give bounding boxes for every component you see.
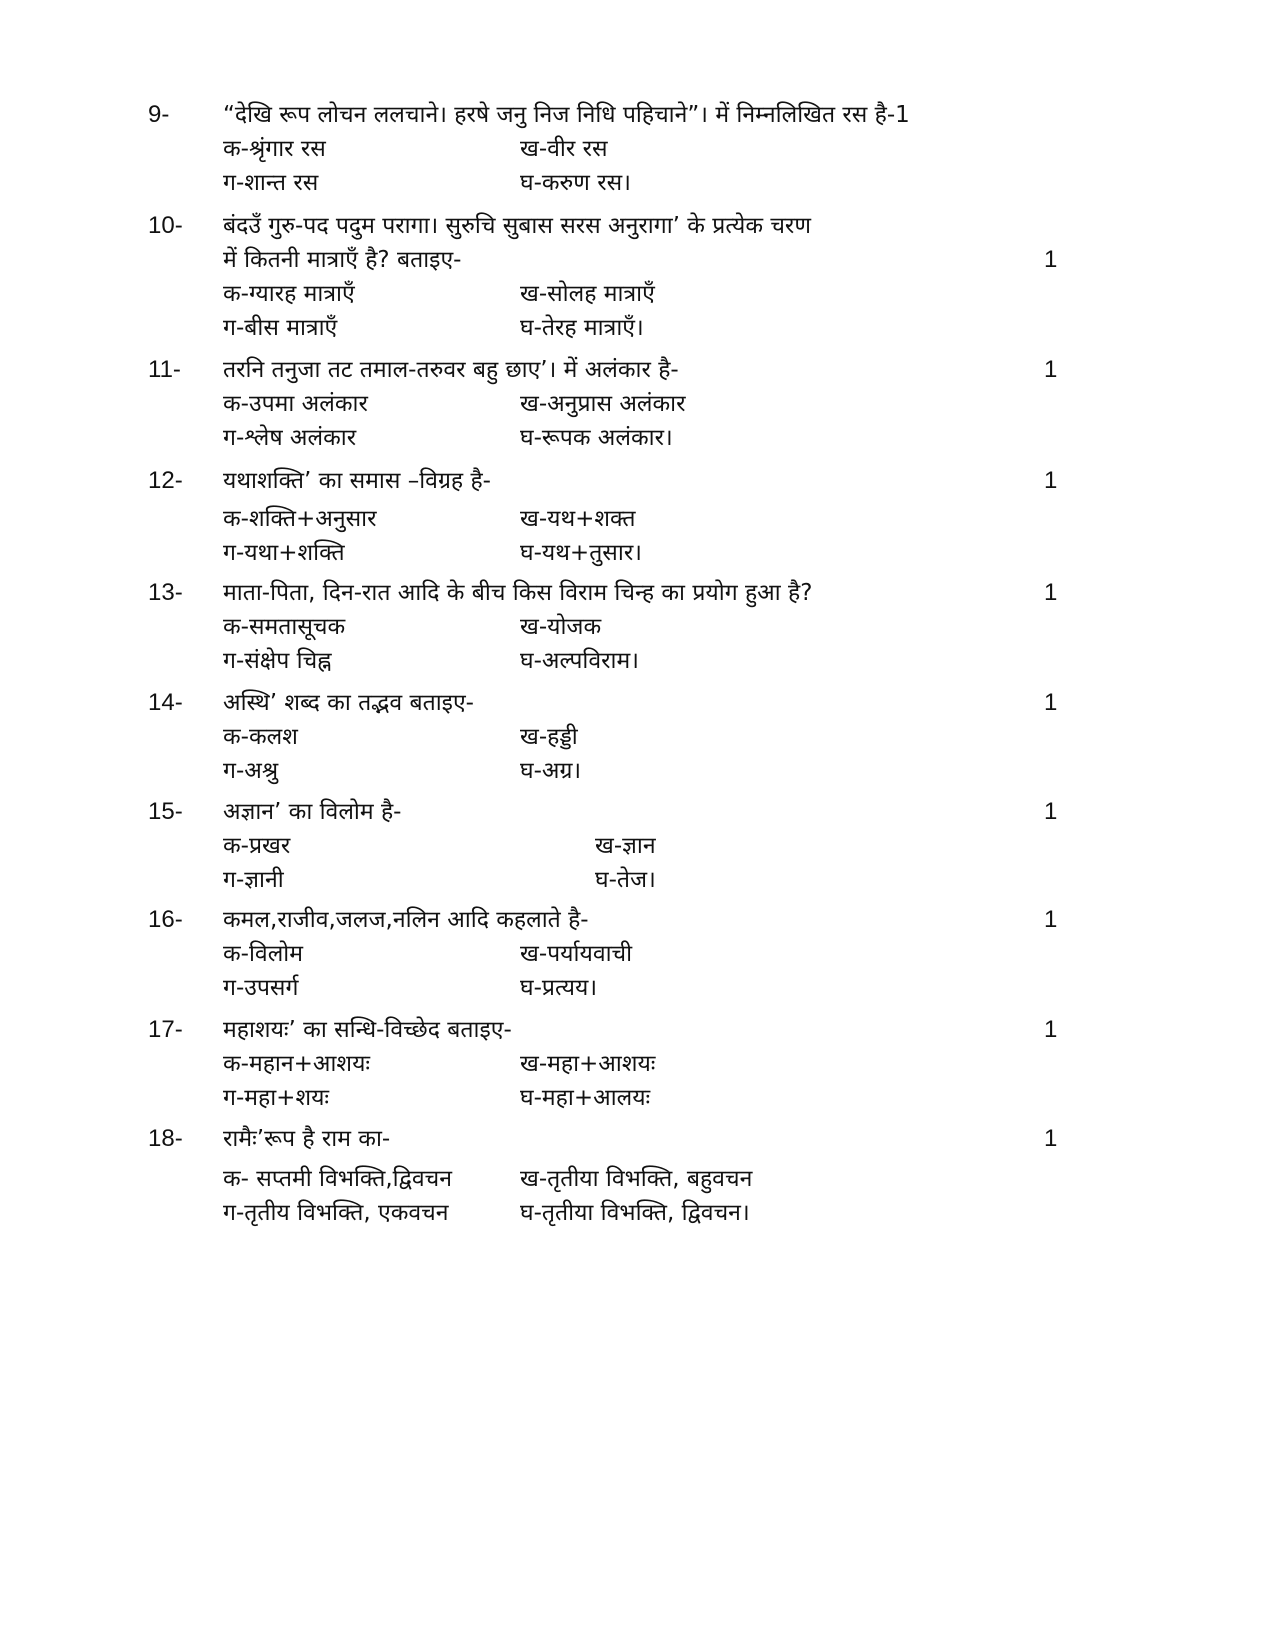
question-marks: 1	[1044, 689, 1058, 716]
option-d: घ-यथ+तुसार।	[520, 540, 642, 566]
option-c: ग-शान्त रस	[223, 170, 319, 196]
question-text: रामैः’रूप है राम का-	[223, 1126, 391, 1152]
option-a: क-उपमा अलंकार	[223, 391, 368, 417]
question-number: 14-	[148, 689, 183, 716]
question-text: कमल,राजीव,जलज,नलिन आदि कहलाते है-	[223, 907, 589, 933]
option-b: ख-ज्ञान	[595, 833, 656, 859]
question-number: 9-	[148, 101, 170, 128]
option-b: ख-यथ+शक्त	[520, 506, 636, 532]
option-b: ख-अनुप्रास अलंकार	[520, 391, 686, 417]
question-text: यथाशक्ति’ का समास –विग्रह है-	[223, 468, 491, 494]
option-b: ख-योजक	[520, 614, 602, 640]
question-marks: 1	[1044, 356, 1058, 383]
option-d: घ-अग्र।	[520, 758, 582, 784]
option-d: घ-रूपक अलंकार।	[520, 425, 673, 451]
option-b: ख-महा+आशयः	[520, 1051, 656, 1077]
question-text: बंदउँ गुरु-पद पदुम परागा। सुरुचि सुबास सरस अनुरागा’ के प्रत्येक चरण	[223, 213, 811, 239]
question-marks: 1	[1044, 798, 1058, 825]
question-text: महाशयः’ का सन्धि-विच्छेद बताइए-	[223, 1017, 512, 1043]
option-d: घ-तृतीया विभक्ति, द्विवचन।	[520, 1200, 750, 1226]
option-c: ग-तृतीय विभक्ति, एकवचन	[223, 1200, 449, 1226]
option-a: क-शक्ति+अनुसार	[223, 506, 377, 532]
option-a: क-महान+आशयः	[223, 1051, 371, 1077]
option-c: ग-उपसर्ग	[223, 975, 299, 1001]
option-d: घ-तेरह मात्राएँ।	[520, 315, 644, 341]
question-marks: 1	[1044, 467, 1058, 494]
option-b: ख-तृतीया विभक्ति, बहुवचन	[520, 1166, 753, 1192]
option-c: ग-बीस मात्राएँ	[223, 315, 338, 341]
question-number: 13-	[148, 579, 183, 606]
option-a: क- सप्तमी विभक्ति,द्विवचन	[223, 1166, 452, 1192]
option-c: ग-यथा+शक्ति	[223, 540, 345, 566]
option-c: ग-संक्षेप चिह्न	[223, 648, 332, 674]
option-a: क-ग्यारह मात्राएँ	[223, 281, 355, 307]
question-text: अस्थि’ शब्द का तद्भव बताइए-	[223, 690, 474, 716]
question-marks: 1	[1044, 1125, 1058, 1152]
option-a: क-विलोम	[223, 941, 304, 967]
question-marks: 1	[1044, 246, 1058, 273]
option-d: घ-प्रत्यय।	[520, 975, 598, 1001]
question-marks: 1	[1044, 906, 1058, 933]
option-a: क-समतासूचक	[223, 614, 346, 640]
question-marks: 1	[1044, 579, 1058, 606]
option-b: ख-सोलह मात्राएँ	[520, 281, 655, 307]
question-text: “देखि रूप लोचन ललचाने। हरषे जनु निज निधि पहिचाने”। में निम्नलिखित रस है-1	[223, 102, 910, 128]
option-c: ग-अश्रु	[223, 758, 279, 784]
question-number: 15-	[148, 798, 183, 825]
question-text-line-2: में कितनी मात्राएँ है? बताइए-	[223, 247, 462, 273]
option-a: क-श्रृंगार रस	[223, 136, 326, 162]
question-text: अज्ञान’ का विलोम है-	[223, 799, 402, 825]
option-c: ग-श्लेष अलंकार	[223, 425, 357, 451]
question-text: माता-पिता, दिन-रात आदि के बीच किस विराम चिन्ह का प्रयोग हुआ है?	[223, 580, 813, 606]
question-text: तरनि तनुजा तट तमाल-तरुवर बहु छाए’। में अलंकार है-	[223, 357, 679, 383]
option-c: ग-ज्ञानी	[223, 867, 284, 893]
option-b: ख-पर्यायवाची	[520, 941, 633, 967]
option-c: ग-महा+शयः	[223, 1085, 330, 1111]
question-number: 10-	[148, 212, 183, 239]
option-d: घ-महा+आलयः	[520, 1085, 651, 1111]
option-d: घ-तेज।	[595, 867, 656, 893]
question-number: 11-	[148, 356, 181, 383]
question-number: 12-	[148, 467, 183, 494]
option-a: क-प्रखर	[223, 833, 291, 859]
option-b: ख-हड्डी	[520, 724, 578, 750]
question-marks: 1	[1044, 1016, 1058, 1043]
option-d: घ-करुण रस।	[520, 170, 631, 196]
option-d: घ-अल्पविराम।	[520, 648, 639, 674]
option-a: क-कलश	[223, 724, 298, 750]
question-number: 17-	[148, 1016, 183, 1043]
question-number: 18-	[148, 1125, 183, 1152]
question-number: 16-	[148, 906, 183, 933]
option-b: ख-वीर रस	[520, 136, 608, 162]
